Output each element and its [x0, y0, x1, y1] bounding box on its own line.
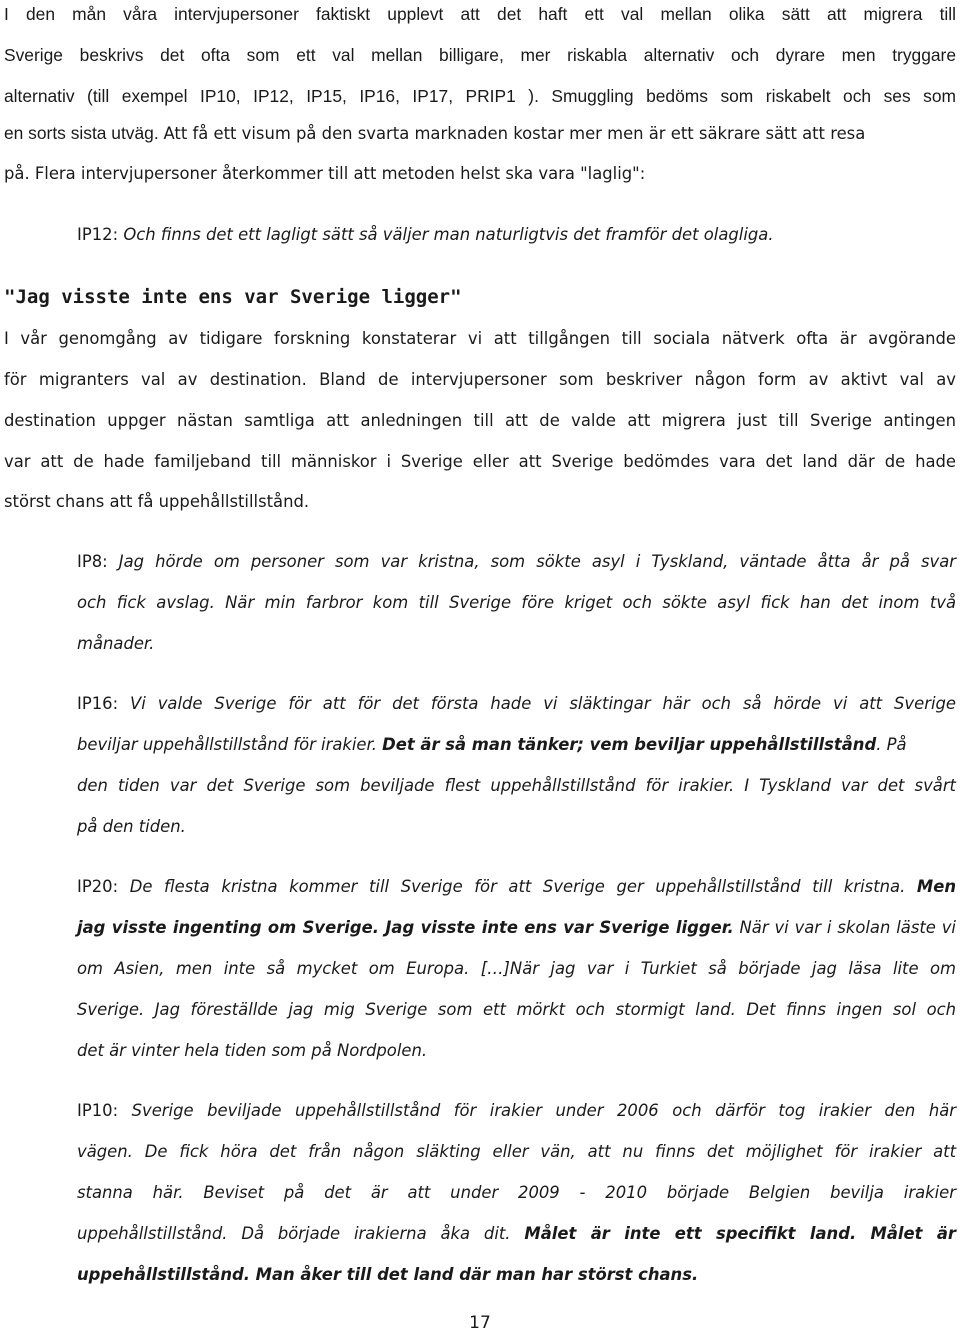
text-line: för migranters val av destination. Bland de intervjupersoner som beskriver någon form av aktivt val av: [4, 370, 956, 389]
text-line: I vår genomgång av tidigare forskning konstaterar vi att tillgången till sociala nätverk ofta är avgörande: [4, 329, 956, 348]
text-line: Sverige beskrivs det ofta som ett val mellan billigare, mer riskabla alternativ och dyrare men tryggare: [4, 45, 956, 65]
speaker-label: IP10:: [77, 1101, 132, 1120]
quote-text: det är vinter hela tiden som på Nordpolen.: [77, 1041, 428, 1060]
speaker-label: IP8:: [77, 552, 119, 571]
quote-text: Och finns det ett lagligt sätt så väljer man naturligtvis det framför det olagliga.: [123, 225, 774, 244]
text-line: destination uppger nästan samtliga att anledningen till att de valde att migrera just till Sverige antingen: [4, 411, 956, 430]
text-segment: Att få ett visum på den svarta marknaden kostar mer men är ett säkrare sätt att resa: [163, 124, 866, 143]
page-number: 17: [469, 1313, 491, 1333]
quote-text: om Asien, men inte så mycket om Europa. […]När jag var i Turkiet så började jag läsa lite om: [77, 959, 956, 978]
quote-text: den tiden var det Sverige som beviljade flest uppehållstillstånd för irakier. I Tyskland var det svårt: [77, 776, 956, 795]
text-line: [77, 225, 956, 244]
quote-emphasis: Det är så man tänker; vem beviljar uppehållstillstånd: [382, 735, 877, 754]
quote-text: vägen. De fick höra det från någon släkting eller vän, att nu finns det möjlighet för irakier att: [77, 1142, 956, 1161]
quote-text: uppehållstillstånd. Då började irakierna åka dit.: [77, 1224, 525, 1243]
text-line: [77, 918, 956, 937]
text-line: [4, 123, 956, 144]
speaker-label: IP16:: [77, 694, 131, 713]
text-line: på. Flera intervjupersoner återkommer till att metoden helst ska vara "laglig":: [4, 164, 646, 183]
text-line: [77, 1265, 698, 1284]
text-line: [77, 694, 956, 713]
section-heading: "Jag visste inte ens var Sverige ligger": [4, 286, 462, 308]
quote-text: Jag hörde om personer som var kristna, som sökte asyl i Tyskland, väntade åtta år på svar: [118, 552, 956, 571]
text-segment: en sorts sista utväg.: [4, 123, 164, 143]
quote-text: Sverige. Jag föreställde jag mig Sverige som ett mörkt och stormigt land. Det finns ingen sol och: [77, 1000, 956, 1019]
text-line: [77, 552, 956, 571]
text-line: [77, 877, 956, 896]
quote-text: De flesta kristna kommer till Sverige för att Sverige ger uppehållstillstånd till kristna.: [129, 877, 917, 896]
text-line: störst chans att få uppehållstillstånd.: [4, 492, 310, 511]
text-line: var att de hade familjeband till människor i Sverige eller att Sverige bedömdes vara det land där de hade: [4, 452, 956, 471]
quote-text: . På: [876, 735, 907, 754]
quote-text: När vi var i skolan läste vi: [733, 918, 956, 937]
text-line: [77, 1101, 956, 1120]
text-line: [77, 735, 956, 754]
quote-ip12: [77, 225, 956, 244]
text-line: I den mån våra intervjupersoner faktiskt upplevt att det haft ett val mellan olika sätt att migrera till: [4, 4, 956, 24]
quote-emphasis: Målet är inte ett specifikt land. Målet är: [524, 1224, 956, 1243]
quote-text: på den tiden.: [77, 817, 186, 836]
text-line: [77, 1224, 956, 1243]
quote-emphasis: uppehållstillstånd. Man åker till det land där man har störst chans.: [77, 1265, 699, 1284]
speaker-label: IP20:: [77, 877, 130, 896]
text-line: alternativ (till exempel IP10, IP12, IP15, IP16, IP17, PRIP1 ). Smuggling bedöms som riskabelt och ses som: [4, 86, 956, 106]
quote-emphasis: jag visste ingenting om Sverige. Jag visste inte ens var Sverige ligger.: [77, 918, 734, 937]
quote-emphasis: Men: [916, 877, 957, 896]
quote-text: Vi valde Sverige för att för det första hade vi släktingar här och så hörde vi att Sverige: [130, 694, 956, 713]
quote-text: Sverige beviljade uppehållstillstånd för irakier under 2006 och därför tog irakier den här: [131, 1101, 956, 1120]
quote-text: månader.: [77, 634, 155, 653]
quote-text: beviljar uppehållstillstånd för irakier.: [77, 735, 383, 754]
quote-text: och fick avslag. När min farbror kom till Sverige före kriget och sökte asyl fick han det inom två: [77, 593, 956, 612]
speaker-label: IP12:: [77, 225, 124, 244]
quote-text: stanna här. Beviset på det är att under 2009 - 2010 började Belgien bevilja irakier: [77, 1183, 956, 1202]
